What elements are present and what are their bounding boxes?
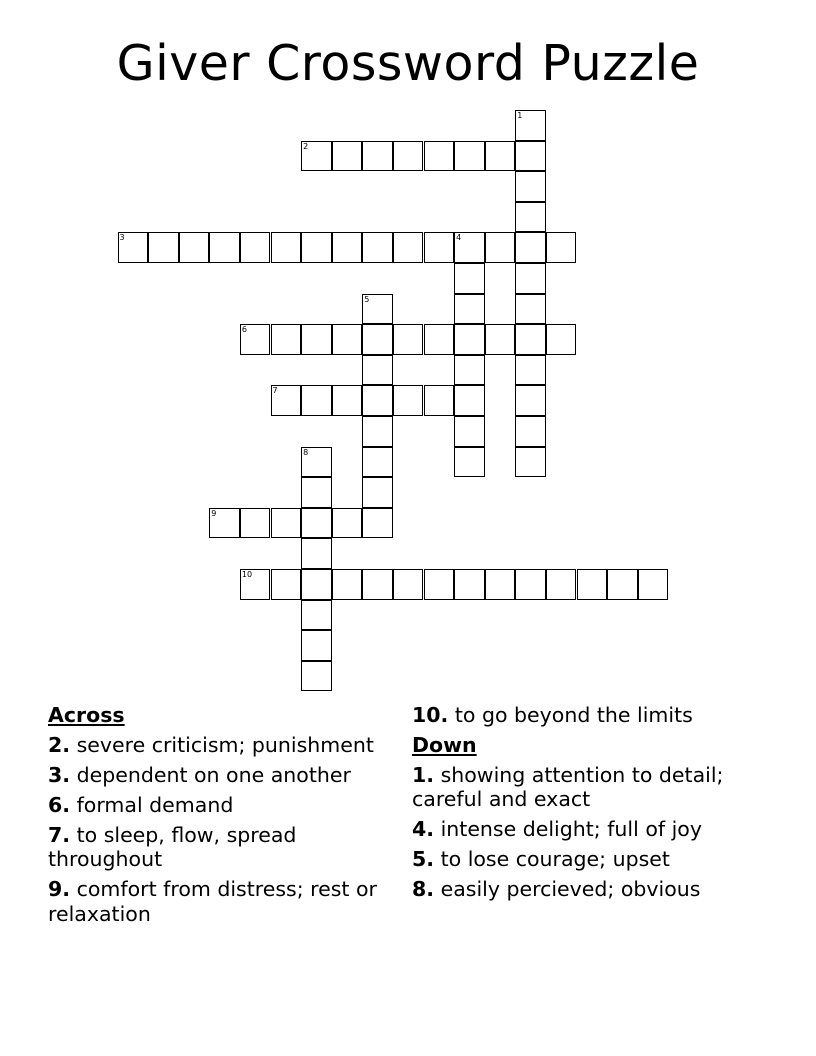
cell-number: 9 xyxy=(211,508,217,518)
down-clue-5 xyxy=(412,847,772,872)
crossword-cell[interactable] xyxy=(332,385,363,416)
crossword-cell[interactable] xyxy=(515,355,546,386)
crossword-cell[interactable] xyxy=(362,447,393,478)
crossword-cell[interactable] xyxy=(515,110,546,141)
crossword-cell[interactable] xyxy=(271,569,302,600)
crossword-cell[interactable] xyxy=(393,141,424,172)
crossword-cell[interactable] xyxy=(393,569,424,600)
crossword-cell[interactable] xyxy=(332,324,363,355)
cell-number: 1 xyxy=(517,111,523,120)
crossword-cell[interactable] xyxy=(454,294,485,325)
crossword-cell[interactable] xyxy=(454,263,485,294)
crossword-cell[interactable] xyxy=(454,569,485,600)
crossword-cell[interactable] xyxy=(362,294,393,325)
crossword-cell[interactable] xyxy=(362,232,393,263)
clues-right-column xyxy=(412,703,772,907)
across-clue-6 xyxy=(48,793,393,818)
crossword-cell[interactable] xyxy=(424,324,455,355)
crossword-cell[interactable] xyxy=(393,385,424,416)
crossword-cell[interactable] xyxy=(301,385,332,416)
crossword-cell[interactable] xyxy=(332,508,363,539)
clue-text: to sleep, flow, spread throughout xyxy=(48,822,297,871)
crossword-cell[interactable] xyxy=(301,600,332,631)
across-clue-3 xyxy=(48,763,393,788)
clue-text: formal demand xyxy=(76,792,234,817)
crossword-cell[interactable] xyxy=(240,508,271,539)
clue-text: comfort from distress; rest or relaxation xyxy=(48,877,377,926)
across-clue-9 xyxy=(48,877,393,926)
clue-number: 10. xyxy=(412,703,449,727)
down-heading: Down xyxy=(412,733,477,757)
crossword-cell[interactable] xyxy=(271,385,302,416)
clue-number: 6. xyxy=(48,792,71,817)
crossword-cell[interactable] xyxy=(546,569,577,600)
cell-number: 3 xyxy=(119,233,125,243)
crossword-cell[interactable] xyxy=(301,141,332,172)
crossword-cell[interactable] xyxy=(301,538,332,569)
crossword-cell[interactable] xyxy=(485,232,516,263)
crossword-cell[interactable] xyxy=(515,141,546,172)
clue-number: 8. xyxy=(412,877,435,901)
crossword-cell[interactable] xyxy=(424,385,455,416)
crossword-cell[interactable] xyxy=(515,294,546,325)
crossword-cell[interactable] xyxy=(301,569,332,600)
crossword-cell[interactable] xyxy=(515,447,546,478)
crossword-cell[interactable] xyxy=(362,477,393,508)
crossword-cell[interactable] xyxy=(393,324,424,355)
down-clue-4 xyxy=(412,817,772,842)
crossword-cell[interactable] xyxy=(301,661,332,692)
clue-text: to go beyond the limits xyxy=(454,703,693,727)
crossword-cell[interactable] xyxy=(515,416,546,447)
crossword-cell[interactable] xyxy=(454,447,485,478)
cell-number: 7 xyxy=(272,386,278,396)
cell-number: 10 xyxy=(241,570,253,579)
crossword-cell[interactable] xyxy=(301,508,332,539)
crossword-cell[interactable] xyxy=(515,263,546,294)
crossword-cell[interactable] xyxy=(393,232,424,263)
clues-left-column xyxy=(48,703,393,932)
cell-number: 6 xyxy=(241,325,247,335)
crossword-cell[interactable] xyxy=(301,447,332,478)
clue-number: 9. xyxy=(48,877,71,901)
crossword-cell[interactable] xyxy=(607,569,638,600)
clue-text: to lose courage; upset xyxy=(440,847,670,871)
cell-number: 4 xyxy=(456,233,462,243)
crossword-cell[interactable] xyxy=(454,324,485,355)
across-heading: Across xyxy=(48,703,125,727)
clue-number: 2. xyxy=(48,732,71,757)
crossword-cell[interactable] xyxy=(209,508,240,539)
crossword-cell[interactable] xyxy=(362,324,393,355)
clue-number: 4. xyxy=(412,817,435,841)
crossword-cell[interactable] xyxy=(301,477,332,508)
across-clue-10 xyxy=(412,703,772,728)
crossword-cell[interactable] xyxy=(546,324,577,355)
cell-number: 8 xyxy=(303,447,309,457)
crossword-cell[interactable] xyxy=(362,508,393,539)
clue-number: 7. xyxy=(48,822,71,847)
crossword-cell[interactable] xyxy=(485,569,516,600)
crossword-cell[interactable] xyxy=(332,141,363,172)
crossword-cell[interactable] xyxy=(332,569,363,600)
crossword-cell[interactable] xyxy=(515,385,546,416)
clue-number: 1. xyxy=(412,762,435,787)
across-clue-7 xyxy=(48,823,393,872)
crossword-cell[interactable] xyxy=(271,232,302,263)
clue-text: showing attention to detail; careful and exact xyxy=(412,762,724,811)
crossword-cell[interactable] xyxy=(454,355,485,386)
crossword-cell[interactable] xyxy=(362,569,393,600)
down-clue-8 xyxy=(412,877,772,902)
clue-text: dependent on one another xyxy=(76,762,351,787)
crossword-cell[interactable] xyxy=(454,232,485,263)
crossword-cell[interactable] xyxy=(515,202,546,233)
crossword-cell[interactable] xyxy=(271,508,302,539)
crossword-cell[interactable] xyxy=(118,232,149,263)
crossword-cell[interactable] xyxy=(454,141,485,172)
clue-number: 5. xyxy=(412,847,435,871)
crossword-cell[interactable] xyxy=(454,385,485,416)
crossword-cell[interactable] xyxy=(454,416,485,447)
crossword-cell[interactable] xyxy=(515,171,546,202)
crossword-cell[interactable] xyxy=(148,232,179,263)
across-clue-2 xyxy=(48,733,393,758)
crossword-cell[interactable] xyxy=(301,324,332,355)
crossword-cell[interactable] xyxy=(546,232,577,263)
crossword-cell[interactable] xyxy=(424,569,455,600)
crossword-cell[interactable] xyxy=(271,324,302,355)
clue-text: easily percieved; obvious xyxy=(440,877,701,901)
crossword-cell[interactable] xyxy=(301,630,332,661)
crossword-cell[interactable] xyxy=(179,232,210,263)
crossword-cell[interactable] xyxy=(301,232,332,263)
crossword-cell[interactable] xyxy=(515,324,546,355)
crossword-cell[interactable] xyxy=(362,355,393,386)
clue-number: 3. xyxy=(48,762,71,787)
crossword-cell[interactable] xyxy=(332,232,363,263)
crossword-cell[interactable] xyxy=(515,232,546,263)
crossword-cell[interactable] xyxy=(485,324,516,355)
crossword-cell[interactable] xyxy=(577,569,608,600)
clue-text: severe criticism; punishment xyxy=(76,732,374,757)
cell-number: 5 xyxy=(364,294,370,304)
clue-text: intense delight; full of joy xyxy=(440,817,702,841)
crossword-cell[interactable] xyxy=(424,141,455,172)
crossword-cell[interactable] xyxy=(209,232,240,263)
crossword-cell[interactable] xyxy=(638,569,669,600)
crossword-cell[interactable] xyxy=(362,385,393,416)
down-clue-1 xyxy=(412,763,772,812)
crossword-cell[interactable] xyxy=(485,141,516,172)
crossword-cell[interactable] xyxy=(362,141,393,172)
crossword-cell[interactable] xyxy=(515,569,546,600)
crossword-cell[interactable] xyxy=(240,232,271,263)
crossword-cell[interactable] xyxy=(240,324,271,355)
page-title: Giver Crossword Puzzle xyxy=(116,35,700,92)
crossword-cell[interactable] xyxy=(362,416,393,447)
crossword-cell[interactable] xyxy=(424,232,455,263)
cell-number: 2 xyxy=(303,141,309,151)
crossword-cell[interactable] xyxy=(240,569,271,600)
